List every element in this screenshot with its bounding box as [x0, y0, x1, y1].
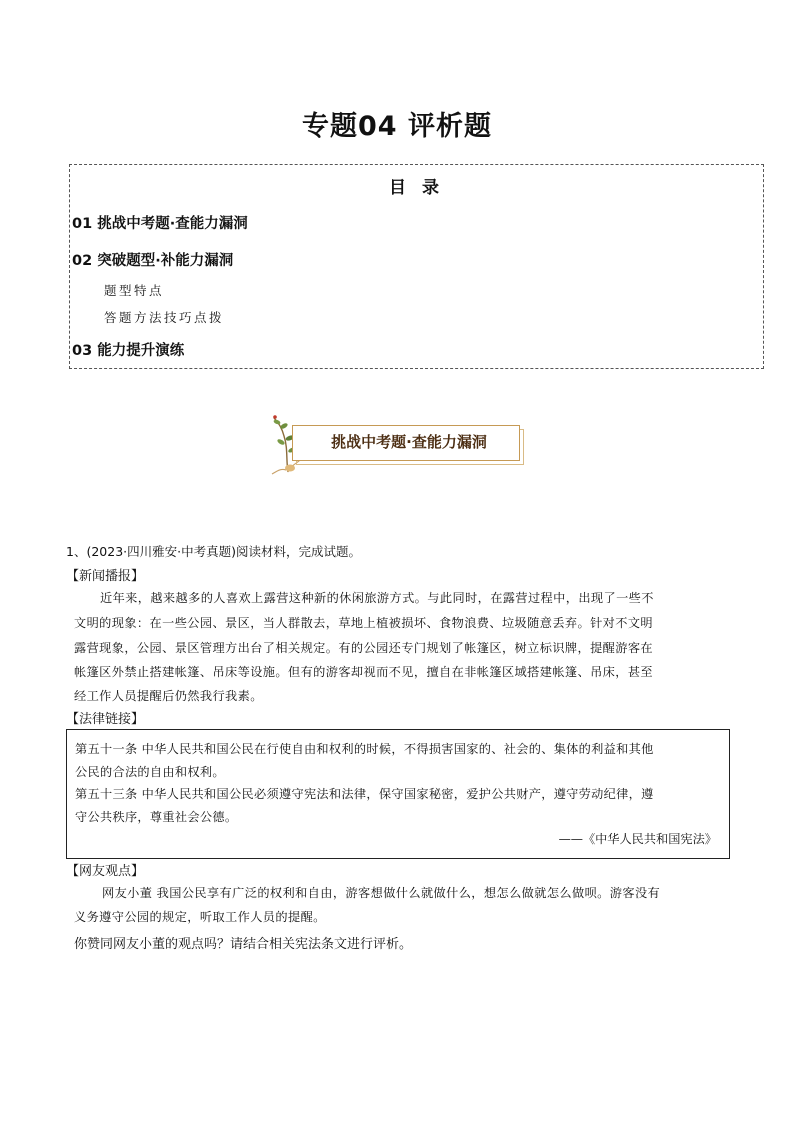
toc-subitem-1[interactable]: 题型特点	[104, 283, 165, 298]
toc-item-3[interactable]: 03 能力提升演练	[72, 343, 185, 359]
news-line-2: 文明的现象：在一些公园、景区，当人群散去，草地上植被损坏、食物浪费、垃圾随意丢弃。针对不文明	[74, 616, 654, 630]
news-line-5: 经工作人员提醒后仍然我行我素。	[74, 689, 263, 703]
law-line-4: 守公共秩序，尊重社会公德。	[75, 810, 238, 824]
law-line-1: 第五十一条 中华人民共和国公民在行使自由和权利的时候，不得损害国家的、社会的、集体的利益和其他	[75, 742, 654, 756]
opinion-line-1: 网友小董 我国公民享有广泛的权利和自由，游客想做什么就做什么，想怎么做就怎么做呗。游客没有	[102, 886, 661, 900]
law-source: ——《中华人民共和国宪法》	[558, 832, 717, 846]
news-line-1: 近年来，越来越多的人喜欢上露营这种新的休闲旅游方式。与此同时，在露营过程中，出现了一些不	[100, 591, 654, 605]
opinion-line-2: 义务遵守公园的规定，听取工作人员的提醒。	[74, 910, 326, 924]
toc-item-1[interactable]: 01 挑战中考题·查能力漏洞	[72, 216, 248, 232]
toc-item-2[interactable]: 02 突破题型·补能力漏洞	[72, 253, 234, 269]
opinion-section-title: 【网友观点】	[66, 864, 145, 879]
law-excerpt-box	[66, 729, 730, 859]
question-prompt: 你赞同网友小董的观点吗？请结合相关宪法条文进行评析。	[74, 937, 413, 952]
news-section-title: 【新闻播报】	[66, 569, 145, 584]
section-banner	[268, 414, 524, 476]
toc-heading: 目 录	[389, 178, 444, 198]
banner-label: 挑战中考题·查能力漏洞	[331, 433, 487, 451]
law-section-title: 【法律链接】	[66, 712, 145, 727]
question-intro: 1、(2023·四川雅安·中考真题)阅读材料，完成试题。	[66, 544, 361, 559]
page-title: 专题04 评析题	[302, 111, 492, 142]
toc-subitem-2[interactable]: 答题方法技巧点拨	[104, 310, 225, 325]
law-line-3: 第五十三条 中华人民共和国公民必须遵守宪法和法律，保守国家秘密，爱护公共财产，遵守劳动纪律，遵	[75, 787, 654, 801]
news-line-3: 露营现象，公园、景区管理方出台了相关规定。有的公园还专门规划了帐篷区，树立标识牌，提醒游客在	[74, 641, 654, 655]
news-line-4: 帐篷区外禁止搭建帐篷、吊床等设施。但有的游客却视而不见，擅自在非帐篷区域搭建帐篷、吊床，甚至	[74, 665, 654, 679]
table-of-contents	[69, 164, 764, 369]
law-line-2: 公民的合法的自由和权利。	[75, 765, 225, 779]
